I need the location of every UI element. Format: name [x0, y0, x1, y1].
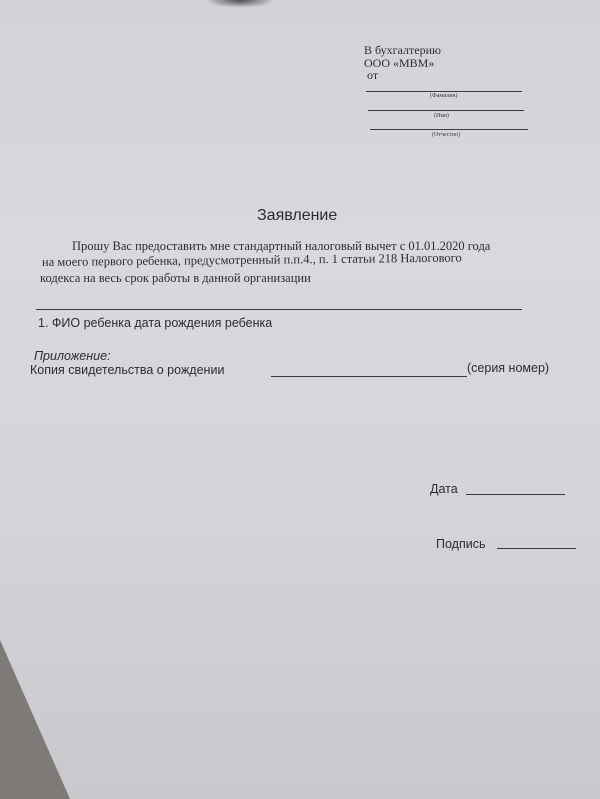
header-company: ООО «МВМ» [364, 56, 435, 70]
attachment-suffix: (серия номер) [467, 361, 550, 375]
attachment-label: Приложение: [34, 349, 111, 363]
date-label: Дата [430, 482, 458, 496]
patronymic-line [370, 129, 528, 130]
certificate-number-line [271, 376, 467, 377]
name-line [368, 110, 524, 111]
child-info-caption: 1. ФИО ребенка дата рождения ребенка [38, 316, 273, 330]
signature-line [497, 548, 576, 549]
surname-line [366, 91, 522, 92]
binder-clip-shadow [205, 0, 275, 8]
surname-caption: (Фамилия) [430, 93, 458, 99]
signature-label: Подпись [436, 537, 486, 551]
document-title: Заявление [257, 207, 338, 224]
date-line [466, 494, 565, 495]
header-to: В бухгалтерию [364, 43, 441, 57]
patronymic-caption: (Отчество) [432, 132, 460, 138]
name-caption: (Имя) [434, 113, 449, 119]
body-line-1: Прошу Вас предоставить мне стандартный налоговый вычет с 01.01.2020 года [72, 239, 491, 253]
body-line-2: на моего первого ребенка, предусмотренный п.п.4., п. 1 статьи 218 Налогового [41, 250, 462, 269]
attachment-item: Копия свидетельства о рождении [30, 363, 225, 377]
header-from: от [367, 68, 379, 82]
child-info-line [36, 309, 522, 310]
body-line-3: кодекса на весь срок работы в данной организации [40, 271, 311, 285]
